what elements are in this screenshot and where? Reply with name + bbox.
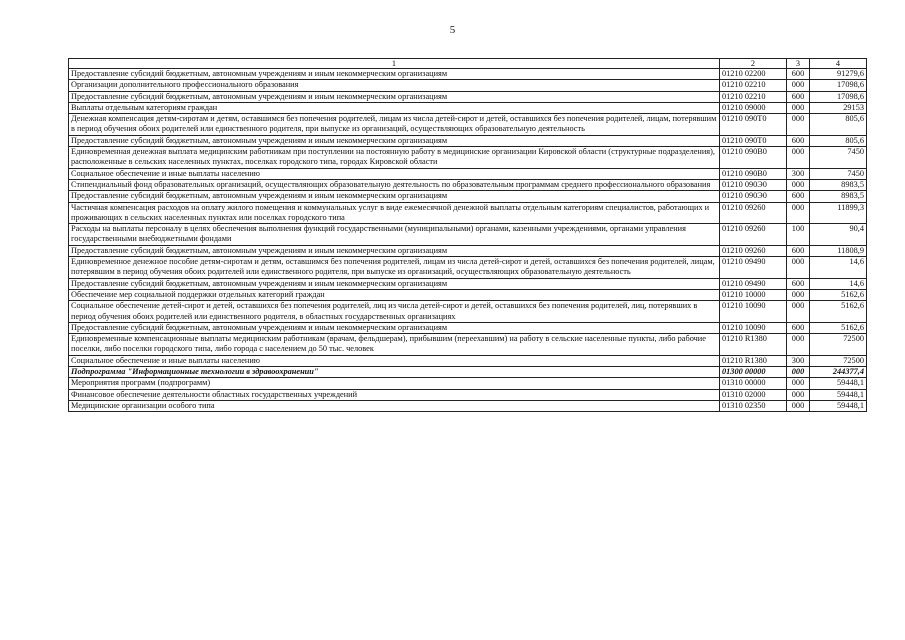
row-code-cell: 01210 090Т0: [720, 114, 787, 136]
row-code-cell: 01210 090В0: [720, 168, 787, 179]
row-type-cell: 000: [787, 400, 810, 411]
header-col-3: 3: [787, 59, 810, 69]
row-type-cell: 600: [787, 191, 810, 202]
row-amount-cell: 91279,6: [810, 69, 867, 80]
row-type-cell: 600: [787, 278, 810, 289]
row-name-cell: Выплаты отдельным категориям граждан: [69, 102, 720, 113]
header-col-4: 4: [810, 59, 867, 69]
table-row: [69, 355, 867, 366]
row-amount-cell: 5162,6: [810, 322, 867, 333]
row-amount-cell: 5162,6: [810, 289, 867, 300]
row-type-cell: 000: [787, 289, 810, 300]
table-row: [69, 147, 867, 169]
row-name-cell: Социальное обеспечение и иные выплаты населению: [69, 168, 720, 179]
row-type-cell: 000: [787, 367, 810, 378]
row-name-cell: Денежная компенсация детям-сиротам и детям, оставшимся без попечения родителей, лицам из числа детей-сирот и детей, оставшихся без попечения родителей, лицам, потерявшим в период обучения обоих родителей или единственного родителя, при выпуске из организаций, осуществляющих образовательную деятельность: [69, 114, 720, 136]
table-row: [69, 91, 867, 102]
row-type-cell: 000: [787, 102, 810, 113]
row-code-cell: 01210 10000: [720, 289, 787, 300]
row-amount-cell: 8983,5: [810, 179, 867, 190]
table-row: [69, 191, 867, 202]
row-code-cell: 01210 090Э0: [720, 191, 787, 202]
table-row: [69, 378, 867, 389]
row-amount-cell: 7450: [810, 147, 867, 169]
row-name-cell: Предоставление субсидий бюджетным, автономным учреждениям и иным некоммерческим организациям: [69, 191, 720, 202]
row-code-cell: 01210 09490: [720, 278, 787, 289]
table-row: [69, 135, 867, 146]
row-amount-cell: 72500: [810, 355, 867, 366]
row-type-cell: 300: [787, 355, 810, 366]
row-code-cell: 01210 09260: [720, 245, 787, 256]
row-amount-cell: 17098,6: [810, 91, 867, 102]
row-amount-cell: 59448,1: [810, 389, 867, 400]
row-type-cell: 000: [787, 147, 810, 169]
row-name-cell: Расходы на выплаты персоналу в целях обеспечения выполнения функций государственными (муниципальными) органами, казенными учреждениями, органами управления государственными внебюджетными фондами: [69, 224, 720, 246]
table-row: [69, 224, 867, 246]
row-amount-cell: 29153: [810, 102, 867, 113]
row-amount-cell: 244377,4: [810, 367, 867, 378]
budget-table: [68, 58, 867, 412]
row-type-cell: 600: [787, 322, 810, 333]
row-code-cell: 01210 090Т0: [720, 135, 787, 146]
row-amount-cell: 805,6: [810, 114, 867, 136]
table-row: [69, 245, 867, 256]
row-code-cell: 01310 02350: [720, 400, 787, 411]
row-name-cell: Предоставление субсидий бюджетным, автономным учреждениям и иным некоммерческим организациям: [69, 278, 720, 289]
row-type-cell: 000: [787, 114, 810, 136]
row-code-cell: 01210 02210: [720, 91, 787, 102]
row-type-cell: 000: [787, 202, 810, 224]
row-amount-cell: 72500: [810, 334, 867, 356]
row-amount-cell: 7450: [810, 168, 867, 179]
row-code-cell: 01210 090В0: [720, 147, 787, 169]
row-code-cell: 01210 09260: [720, 224, 787, 246]
row-code-cell: 01210 R1380: [720, 355, 787, 366]
row-type-cell: 600: [787, 245, 810, 256]
row-name-cell: Социальное обеспечение и иные выплаты населению: [69, 355, 720, 366]
table-row: [69, 114, 867, 136]
table-row: [69, 334, 867, 356]
table-row: [69, 278, 867, 289]
table-row: [69, 322, 867, 333]
table-row: [69, 102, 867, 113]
row-name-cell: Стипендиальный фонд образовательных организаций, осуществляющих образовательную деятельность по образовательным программам среднего профессионального образования: [69, 179, 720, 190]
row-code-cell: 01210 090Э0: [720, 179, 787, 190]
row-name-cell: Обеспечение мер социальной поддержки отдельных категорий граждан: [69, 289, 720, 300]
row-code-cell: 01210 02200: [720, 69, 787, 80]
row-type-cell: 000: [787, 378, 810, 389]
row-amount-cell: 59448,1: [810, 378, 867, 389]
row-code-cell: 01210 02210: [720, 80, 787, 91]
row-name-cell: Подпрограмма "Информационные технологии в здравоохранении": [69, 367, 720, 378]
row-type-cell: 000: [787, 389, 810, 400]
table-row: [69, 202, 867, 224]
row-type-cell: 600: [787, 135, 810, 146]
row-type-cell: 000: [787, 301, 810, 323]
row-name-cell: Предоставление субсидий бюджетным, автономным учреждениям и иным некоммерческим организациям: [69, 91, 720, 102]
table-row: [69, 367, 867, 378]
row-name-cell: Организации дополнительного профессионального образования: [69, 80, 720, 91]
table-row: [69, 80, 867, 91]
row-name-cell: Предоставление субсидий бюджетным, автономным учреждениям и иным некоммерческим организациям: [69, 135, 720, 146]
row-code-cell: 01210 10090: [720, 301, 787, 323]
row-amount-cell: 805,6: [810, 135, 867, 146]
row-type-cell: 000: [787, 179, 810, 190]
row-type-cell: 000: [787, 80, 810, 91]
table-header-row: [69, 59, 867, 69]
row-name-cell: Медицинские организации особого типа: [69, 400, 720, 411]
row-name-cell: Единовременные компенсационные выплаты медицинским работникам (врачам, фельдшерам), прибывшим (переехавшим) на работу в сельские населенные пункты, либо рабочие поселки, либо поселки городского типа, либо города с населением до 50 тыс. человек: [69, 334, 720, 356]
row-amount-cell: 5162,6: [810, 301, 867, 323]
row-code-cell: 01210 10090: [720, 322, 787, 333]
row-amount-cell: 11808,9: [810, 245, 867, 256]
row-code-cell: 01310 02000: [720, 389, 787, 400]
row-amount-cell: 59448,1: [810, 400, 867, 411]
row-name-cell: Предоставление субсидий бюджетным, автономным учреждениям и иным некоммерческим организациям: [69, 69, 720, 80]
header-col-2: 2: [720, 59, 787, 69]
row-amount-cell: 11899,3: [810, 202, 867, 224]
table-row: [69, 289, 867, 300]
row-name-cell: Единовременное денежное пособие детям-сиротам и детям, оставшимся без попечения родителей, лицам из числа детей-сирот и детей, оставшихся без попечения родителей, лицам, потерявшим в период обучения обоих родителей или единственного родителя, при выпуске из организаций, осуществляющих образовательную деятельность: [69, 257, 720, 279]
row-amount-cell: 14,6: [810, 257, 867, 279]
row-amount-cell: 8983,5: [810, 191, 867, 202]
row-amount-cell: 17098,6: [810, 80, 867, 91]
row-name-cell: Частичная компенсация расходов на оплату жилого помещения и коммунальных услуг в виде ежемесячной денежной выплаты отдельным категориям специалистов, работающих и проживающих в сельских населенных пунктах или поселках городского типа: [69, 202, 720, 224]
row-code-cell: 01210 09490: [720, 257, 787, 279]
row-type-cell: 100: [787, 224, 810, 246]
header-col-1: 1: [69, 59, 720, 69]
row-type-cell: 000: [787, 257, 810, 279]
row-name-cell: Предоставление субсидий бюджетным, автономным учреждениям и иным некоммерческим организациям: [69, 245, 720, 256]
page-number: 5: [449, 24, 456, 36]
row-code-cell: 01310 00000: [720, 378, 787, 389]
table-row: [69, 168, 867, 179]
row-name-cell: Предоставление субсидий бюджетным, автономным учреждениям и иным некоммерческим организациям: [69, 322, 720, 333]
table-row: [69, 179, 867, 190]
table-row: [69, 400, 867, 411]
row-code-cell: 01210 R1380: [720, 334, 787, 356]
row-type-cell: 600: [787, 91, 810, 102]
row-amount-cell: 14,6: [810, 278, 867, 289]
row-name-cell: Социальное обеспечение детей-сирот и детей, оставшихся без попечения родителей, лиц из числа детей-сирот и детей, оставшихся без попечения родителей, лиц, потерявших в период обучения обоих родителей или единственного родителя, в областных государственных организациях: [69, 301, 720, 323]
row-code-cell: 01210 09260: [720, 202, 787, 224]
row-name-cell: Единовременная денежная выплата медицинским работникам при поступлении на постоянную работу в медицинские организации Кировской области (структурные подразделения), расположенные в сельских населенных пунктах, поселках городского типа, городах Кировской области: [69, 147, 720, 169]
row-code-cell: 01210 09000: [720, 102, 787, 113]
row-type-cell: 600: [787, 69, 810, 80]
row-code-cell: 01300 00000: [720, 367, 787, 378]
table-row: [69, 389, 867, 400]
table-row: [69, 301, 867, 323]
table-row: [69, 69, 867, 80]
row-amount-cell: 90,4: [810, 224, 867, 246]
row-name-cell: Финансовое обеспечение деятельности областных государственных учреждений: [69, 389, 720, 400]
row-type-cell: 300: [787, 168, 810, 179]
table-row: [69, 257, 867, 279]
row-type-cell: 000: [787, 334, 810, 356]
row-name-cell: Мероприятия программ (подпрограмм): [69, 378, 720, 389]
